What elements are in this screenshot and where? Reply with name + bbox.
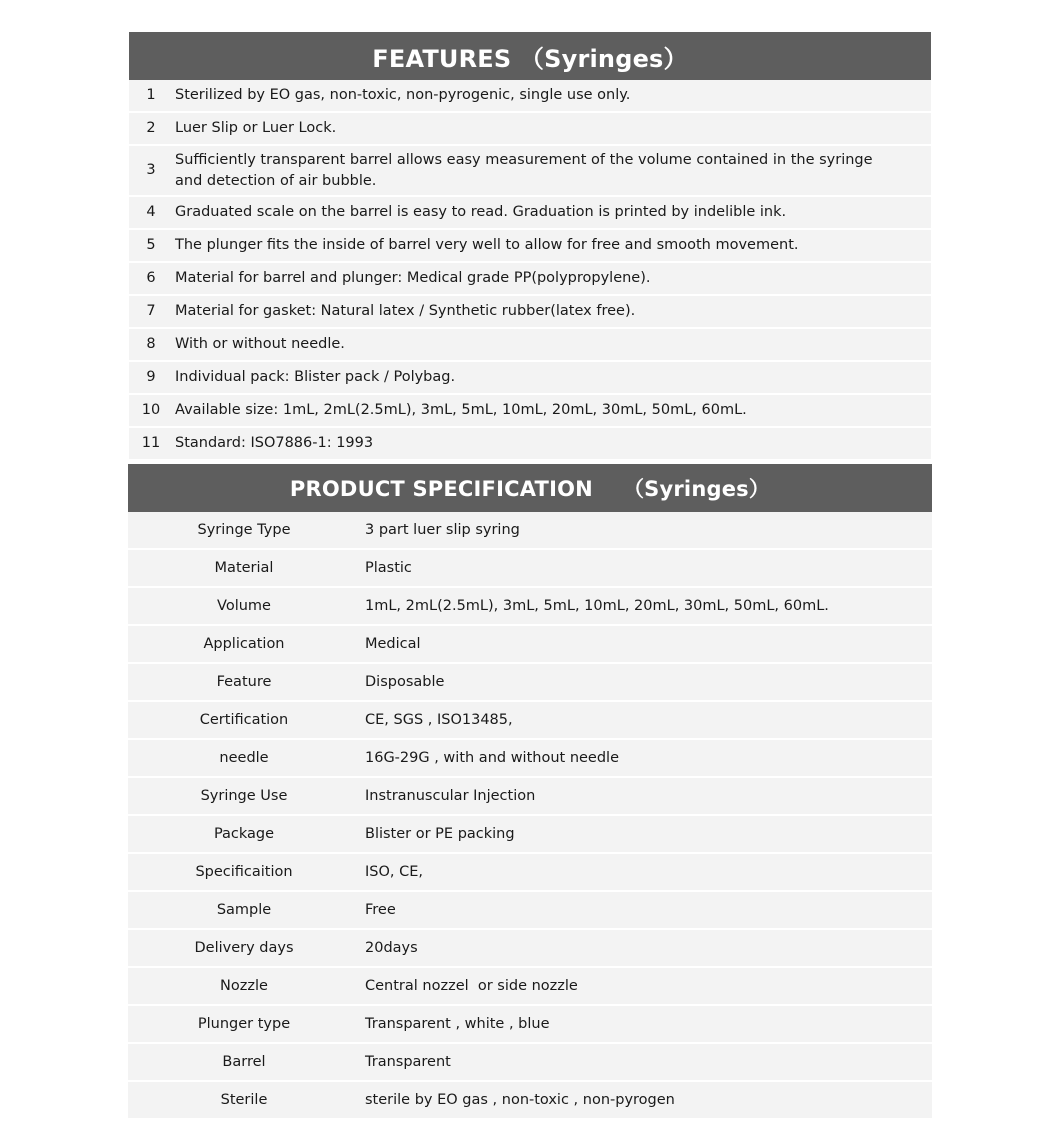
feature-row xyxy=(129,80,931,113)
feature-text: Standard: ISO7886-1: 1993 xyxy=(175,435,374,451)
feature-number: 4 xyxy=(146,204,156,220)
feature-text: Available size: 1mL, 2mL(2.5mL), 3mL, 5mL, 10mL, 20mL, 30mL, 50mL, 60mL. xyxy=(175,402,747,418)
spec-label: Application xyxy=(203,636,285,652)
spec-label: Certification xyxy=(199,712,289,728)
spec-value: Instranuscular Injection xyxy=(365,788,536,804)
spec-value: ISO, CE, xyxy=(365,864,424,880)
feature-text: With or without needle. xyxy=(175,336,345,352)
spec-row xyxy=(128,892,932,930)
spec-value: sterile by EO gas , non-toxic , non-pyrogen xyxy=(365,1092,675,1108)
spec-row xyxy=(128,930,932,968)
spec-row xyxy=(128,550,932,588)
feature-row xyxy=(129,395,931,428)
specification-title: PRODUCT SPECIFICATION （Syringes） xyxy=(128,464,932,512)
spec-label: Sterile xyxy=(220,1092,268,1108)
spec-label: Syringe Type xyxy=(197,522,291,538)
spec-label: Feature xyxy=(216,674,272,690)
spec-row xyxy=(128,1082,932,1120)
spec-value: 20days xyxy=(365,940,418,956)
spec-row xyxy=(128,854,932,892)
spec-value: Blister or PE packing xyxy=(365,826,515,842)
spec-row xyxy=(128,702,932,740)
spec-row xyxy=(128,512,932,550)
feature-number: 3 xyxy=(146,162,156,178)
spec-row xyxy=(128,1006,932,1044)
feature-text: Sterilized by EO gas, non-toxic, non-pyrogenic, single use only. xyxy=(175,87,631,103)
spec-value: 1mL, 2mL(2.5mL), 3mL, 5mL, 10mL, 20mL, 30mL, 50mL, 60mL. xyxy=(365,598,829,614)
spec-value: 16G-29G , with and without needle xyxy=(365,750,619,766)
feature-row xyxy=(129,197,931,230)
spec-value: Medical xyxy=(365,636,421,652)
features-title: FEATURES （Syringes） xyxy=(129,32,931,80)
spec-value: CE, SGS , ISO13485, xyxy=(365,712,513,728)
feature-text: Individual pack: Blister pack / Polybag. xyxy=(175,369,456,385)
spec-label: Sample xyxy=(216,902,272,918)
feature-text: Sufficiently transparent barrel allows easy measurement of the volume contained in the syringe and detection of air bubble. xyxy=(175,151,873,189)
spec-label: Plunger type xyxy=(197,1016,291,1032)
feature-text: The plunger fits the inside of barrel very well to allow for free and smooth movement. xyxy=(175,237,799,253)
spec-row xyxy=(128,588,932,626)
feature-row xyxy=(129,230,931,263)
feature-text: Graduated scale on the barrel is easy to read. Graduation is printed by indelible ink. xyxy=(175,204,787,220)
spec-row xyxy=(128,1044,932,1082)
spec-value: Free xyxy=(365,902,396,918)
spec-value: Plastic xyxy=(365,560,412,576)
features-list xyxy=(129,80,931,461)
feature-number: 8 xyxy=(146,336,156,352)
feature-number: 2 xyxy=(146,120,156,136)
spec-row xyxy=(128,626,932,664)
spec-row xyxy=(128,968,932,1006)
spec-row xyxy=(128,778,932,816)
spec-value: Central nozzel or side nozzle xyxy=(365,978,578,994)
spec-value: Disposable xyxy=(365,674,445,690)
spec-label: Specificaition xyxy=(195,864,293,880)
feature-number: 9 xyxy=(146,369,156,385)
specification-section xyxy=(128,464,932,1120)
spec-label: Volume xyxy=(217,598,271,614)
specification-table xyxy=(128,512,932,1120)
spec-label: Package xyxy=(213,826,275,842)
feature-row xyxy=(129,263,931,296)
feature-row xyxy=(129,362,931,395)
spec-row xyxy=(128,740,932,778)
spec-value: Transparent xyxy=(365,1054,451,1070)
feature-row xyxy=(129,329,931,362)
feature-number: 10 xyxy=(141,402,161,418)
feature-text: Material for gasket: Natural latex / Synthetic rubber(latex free). xyxy=(175,303,636,319)
spec-row xyxy=(128,816,932,854)
feature-row xyxy=(129,113,931,146)
spec-value: 3 part luer slip syring xyxy=(365,522,520,538)
feature-number: 5 xyxy=(146,237,156,253)
spec-label: Syringe Use xyxy=(200,788,288,804)
spec-label: Delivery days xyxy=(194,940,294,956)
spec-value: Transparent , white , blue xyxy=(365,1016,550,1032)
feature-number: 7 xyxy=(146,303,156,319)
spec-label: needle xyxy=(219,750,269,766)
spec-row xyxy=(128,664,932,702)
feature-text: Material for barrel and plunger: Medical grade PP(polypropylene). xyxy=(175,270,651,286)
feature-number: 11 xyxy=(141,435,161,451)
feature-number: 6 xyxy=(146,270,156,286)
feature-text: Luer Slip or Luer Lock. xyxy=(175,120,337,136)
feature-number: 1 xyxy=(146,87,156,103)
spec-label: Nozzle xyxy=(220,978,268,994)
features-section xyxy=(129,32,931,461)
feature-row xyxy=(129,296,931,329)
feature-row xyxy=(129,428,931,461)
spec-label: Material xyxy=(214,560,274,576)
feature-row xyxy=(129,146,931,197)
spec-label: Barrel xyxy=(222,1054,266,1070)
